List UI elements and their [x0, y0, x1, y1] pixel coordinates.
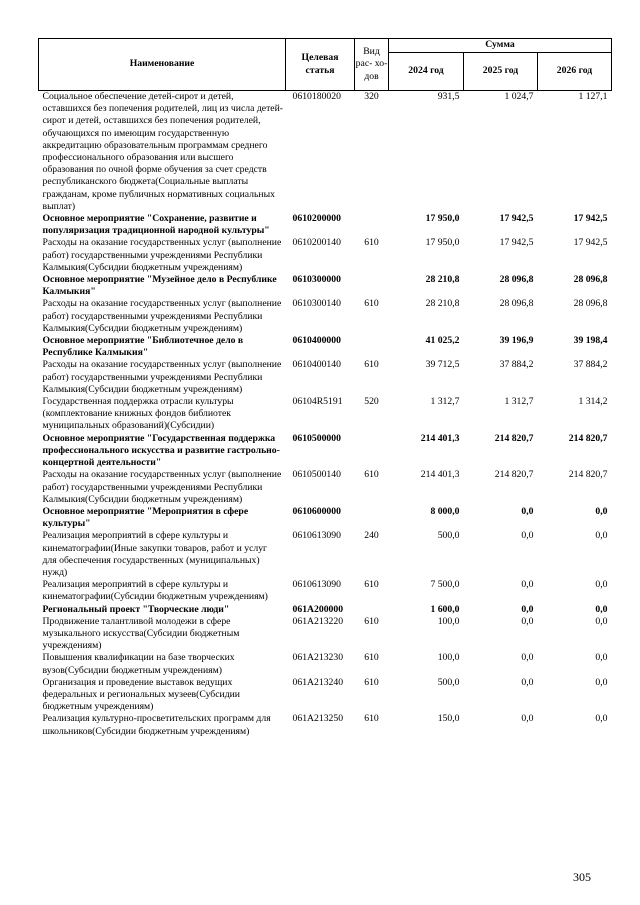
row-name: Государственная поддержка отрасли культуры (комплектование книжных фондов библиотек муниципальных образований)(Субсидии) [42, 396, 234, 432]
table-row [39, 469, 612, 506]
row-sum-2024: 39 712,5 [425, 359, 460, 371]
table-row [39, 91, 612, 214]
row-sum-2026: 37 884,2 [573, 359, 608, 371]
header-sum: Сумма [389, 39, 612, 53]
table-row [39, 713, 612, 737]
row-sum-2026: 28 096,8 [573, 298, 608, 310]
row-sum-2024: 214 401,3 [420, 469, 460, 481]
row-sum-2025: 0,0 [521, 505, 534, 517]
table-row [39, 506, 612, 530]
row-sum-2026: 1 314,2 [578, 396, 608, 408]
row-sum-2025: 0,0 [521, 652, 534, 664]
row-expense-type: 610 [364, 579, 379, 591]
table-row [39, 616, 612, 653]
row-target-article: 0610300140 [292, 298, 341, 310]
row-sum-2025: 39 196,9 [499, 335, 534, 347]
row-target-article: 0610400000 [292, 335, 341, 347]
row-sum-2024: 150,0 [437, 713, 460, 725]
table-row [39, 213, 612, 237]
row-name: Расходы на оказание государственных услуг (выполнение работ) государственными учреждениями Республики Калмыкия(Субсидии бюджетным учреждениям) [42, 359, 282, 395]
header-expense-type: Вид рас- хо- дов [355, 39, 389, 91]
row-sum-2024: 931,5 [437, 91, 460, 102]
row-sum-2024: 17 950,0 [425, 213, 460, 225]
row-sum-2025: 28 096,8 [499, 274, 534, 286]
row-name: Продвижение талантливой молодежи в сфере музыкального искусства(Субсидии бюджетным учреждениям) [42, 615, 240, 652]
row-expense-type [355, 506, 389, 530]
row-target-article: 0610300000 [292, 274, 341, 286]
header-year-2024: 2024 год [389, 53, 464, 91]
row-sum-2026: 214 820,7 [568, 432, 608, 444]
row-sum-2024: 17 950,0 [425, 237, 460, 249]
row-sum-2026: 0,0 [595, 676, 608, 688]
row-name: Организация и проведение выставок ведущих федеральных и региональных музеев(Субсидии бюджетным учреждениям) [42, 676, 240, 713]
row-sum-2026: 0,0 [595, 615, 608, 627]
row-sum-2025: 37 884,2 [499, 359, 534, 371]
row-sum-2025: 214 820,7 [494, 432, 534, 444]
row-target-article: 061A200000 [292, 603, 344, 615]
row-sum-2026: 17 942,5 [573, 237, 608, 249]
row-name: Реализация культурно-просветительских программ для школьников(Субсидии бюджетным учреждениям) [42, 713, 271, 737]
table-body [39, 91, 612, 738]
row-name: Основное мероприятие "Библиотечное дело в Республике Калмыкия" [42, 335, 244, 359]
row-name: Расходы на оказание государственных услуг (выполнение работ) государственными учреждениями Республики Калмыкия(Субсидии бюджетным учреждениям) [42, 298, 282, 334]
row-sum-2024: 500,0 [437, 676, 460, 688]
row-sum-2025: 0,0 [521, 603, 534, 615]
row-name: Реализация мероприятий в сфере культуры и кинематографии(Субсидии бюджетным учреждениям) [42, 579, 268, 603]
row-name: Основное мероприятие "Сохранение, развитие и популяризация традиционной народной культуры" [42, 213, 270, 237]
row-sum-2024: 214 401,3 [420, 432, 460, 444]
row-sum-2025: 28 096,8 [499, 298, 534, 310]
row-target-article: 0610400140 [292, 359, 341, 371]
budget-document [38, 38, 611, 738]
row-sum-2025: 1 312,7 [504, 396, 534, 408]
row-target-article: 061A213230 [292, 652, 344, 664]
row-sum-2026: 39 198,4 [573, 335, 608, 347]
row-expense-type: 610 [364, 713, 379, 725]
row-name: Социальное обеспечение детей-сирот и детей, оставшихся без попечения родителей, лиц из числа детей-сирот и детей, оставшихся без попечения родителей, обучающихся по имеющим государственную аккредитацию образовательным программам среднего профессионального образования или высшего образования по очной форме обучения за счет средств республиканского бюджета(Социальные выплаты гражданам, кроме публичных нормативных социальных выплат) [42, 91, 284, 212]
row-sum-2026: 0,0 [595, 652, 608, 664]
row-sum-2024: 41 025,2 [425, 335, 460, 347]
row-name: Основное мероприятие "Государственная поддержка профессионального искусства и развитие гастрольно-концертной деятельности" [42, 432, 280, 469]
row-sum-2026: 0,0 [595, 579, 608, 591]
row-sum-2024: 100,0 [437, 652, 460, 664]
row-expense-type: 240 [364, 530, 379, 542]
row-sum-2024: 8 000,0 [430, 505, 460, 517]
header-name: Наименование [39, 39, 286, 91]
table-row [39, 237, 612, 274]
row-target-article: 0610600000 [292, 505, 341, 517]
row-sum-2025: 17 942,5 [499, 237, 534, 249]
table-row [39, 579, 612, 603]
row-sum-2024: 1 600,0 [430, 603, 460, 615]
row-expense-type: 610 [364, 652, 379, 664]
row-sum-2024: 500,0 [437, 530, 460, 542]
row-sum-2025: 0,0 [521, 615, 534, 627]
table-row [39, 298, 612, 335]
row-expense-type [355, 213, 389, 237]
row-target-article: 0610200000 [292, 213, 341, 225]
table-row [39, 335, 612, 359]
row-expense-type [355, 604, 389, 616]
budget-table [38, 38, 612, 738]
header-year-2026: 2026 год [538, 53, 612, 91]
row-name: Региональный проект "Творческие люди" [42, 603, 230, 615]
row-sum-2026: 0,0 [595, 530, 608, 542]
page-number: 305 [573, 870, 591, 884]
row-target-article: 061A213220 [292, 615, 344, 627]
row-expense-type [355, 433, 389, 470]
row-expense-type [355, 274, 389, 298]
row-sum-2025: 0,0 [521, 530, 534, 542]
row-expense-type: 610 [364, 615, 379, 627]
table-row [39, 359, 612, 396]
table-header [39, 39, 612, 91]
row-sum-2025: 1 024,7 [504, 91, 534, 102]
row-target-article: 0610613090 [292, 579, 341, 591]
header-year-2025: 2025 год [464, 53, 538, 91]
table-row [39, 530, 612, 579]
row-target-article: 061A213240 [292, 676, 344, 688]
table-row [39, 677, 612, 714]
row-expense-type [355, 335, 389, 359]
table-row [39, 433, 612, 470]
table-row [39, 274, 612, 298]
row-sum-2025: 17 942,5 [499, 213, 534, 225]
row-sum-2026: 17 942,5 [573, 213, 608, 225]
row-sum-2024: 7 500,0 [430, 579, 460, 591]
row-expense-type: 610 [364, 237, 379, 249]
row-target-article: 0610500000 [292, 432, 341, 444]
row-expense-type: 610 [364, 676, 379, 688]
row-target-article: 061A213250 [292, 713, 344, 725]
header-target-article: Целевая статья [286, 39, 355, 91]
row-name: Повышения квалификации на базе творческих вузов(Субсидии бюджетным учреждениям) [42, 652, 235, 676]
row-sum-2025: 0,0 [521, 579, 534, 591]
row-target-article: 0610180020 [292, 91, 341, 102]
table-row [39, 396, 612, 433]
row-expense-type: 520 [364, 396, 379, 408]
table-row [39, 604, 612, 616]
row-expense-type: 610 [364, 359, 379, 371]
row-name: Основное мероприятие "Музейное дело в Республике Калмыкия" [42, 274, 277, 298]
row-expense-type: 610 [364, 469, 379, 481]
row-name: Расходы на оказание государственных услуг (выполнение работ) государственными учреждениями Республики Калмыкия(Субсидии бюджетным учреждениям) [42, 237, 282, 273]
row-sum-2026: 1 127,1 [578, 91, 608, 102]
row-target-article: 0610613090 [292, 530, 341, 542]
row-name: Расходы на оказание государственных услуг (выполнение работ) государственными учреждениями Республики Калмыкия(Субсидии бюджетным учреждениям) [42, 469, 282, 505]
row-sum-2025: 0,0 [521, 676, 534, 688]
row-name: Реализация мероприятий в сфере культуры и кинематографии(Иные закупки товаров, работ и услуг для обеспечения государственных (муниципальных) нужд) [42, 530, 268, 578]
row-sum-2026: 214 820,7 [568, 469, 608, 481]
table-row [39, 652, 612, 676]
row-expense-type: 610 [364, 298, 379, 310]
row-sum-2024: 28 210,8 [425, 298, 460, 310]
row-target-article: 06104R5191 [292, 396, 343, 408]
row-sum-2025: 0,0 [521, 713, 534, 725]
row-sum-2024: 28 210,8 [425, 274, 460, 286]
row-expense-type: 320 [364, 91, 379, 102]
row-sum-2025: 214 820,7 [494, 469, 534, 481]
row-target-article: 0610500140 [292, 469, 341, 481]
row-sum-2026: 0,0 [595, 713, 608, 725]
row-sum-2026: 0,0 [595, 505, 608, 517]
row-sum-2024: 1 312,7 [430, 396, 460, 408]
row-sum-2026: 0,0 [595, 603, 608, 615]
row-sum-2026: 28 096,8 [573, 274, 608, 286]
row-target-article: 0610200140 [292, 237, 341, 249]
row-name: Основное мероприятие "Мероприятия в сфере культуры" [42, 505, 249, 530]
row-sum-2024: 100,0 [437, 615, 460, 627]
